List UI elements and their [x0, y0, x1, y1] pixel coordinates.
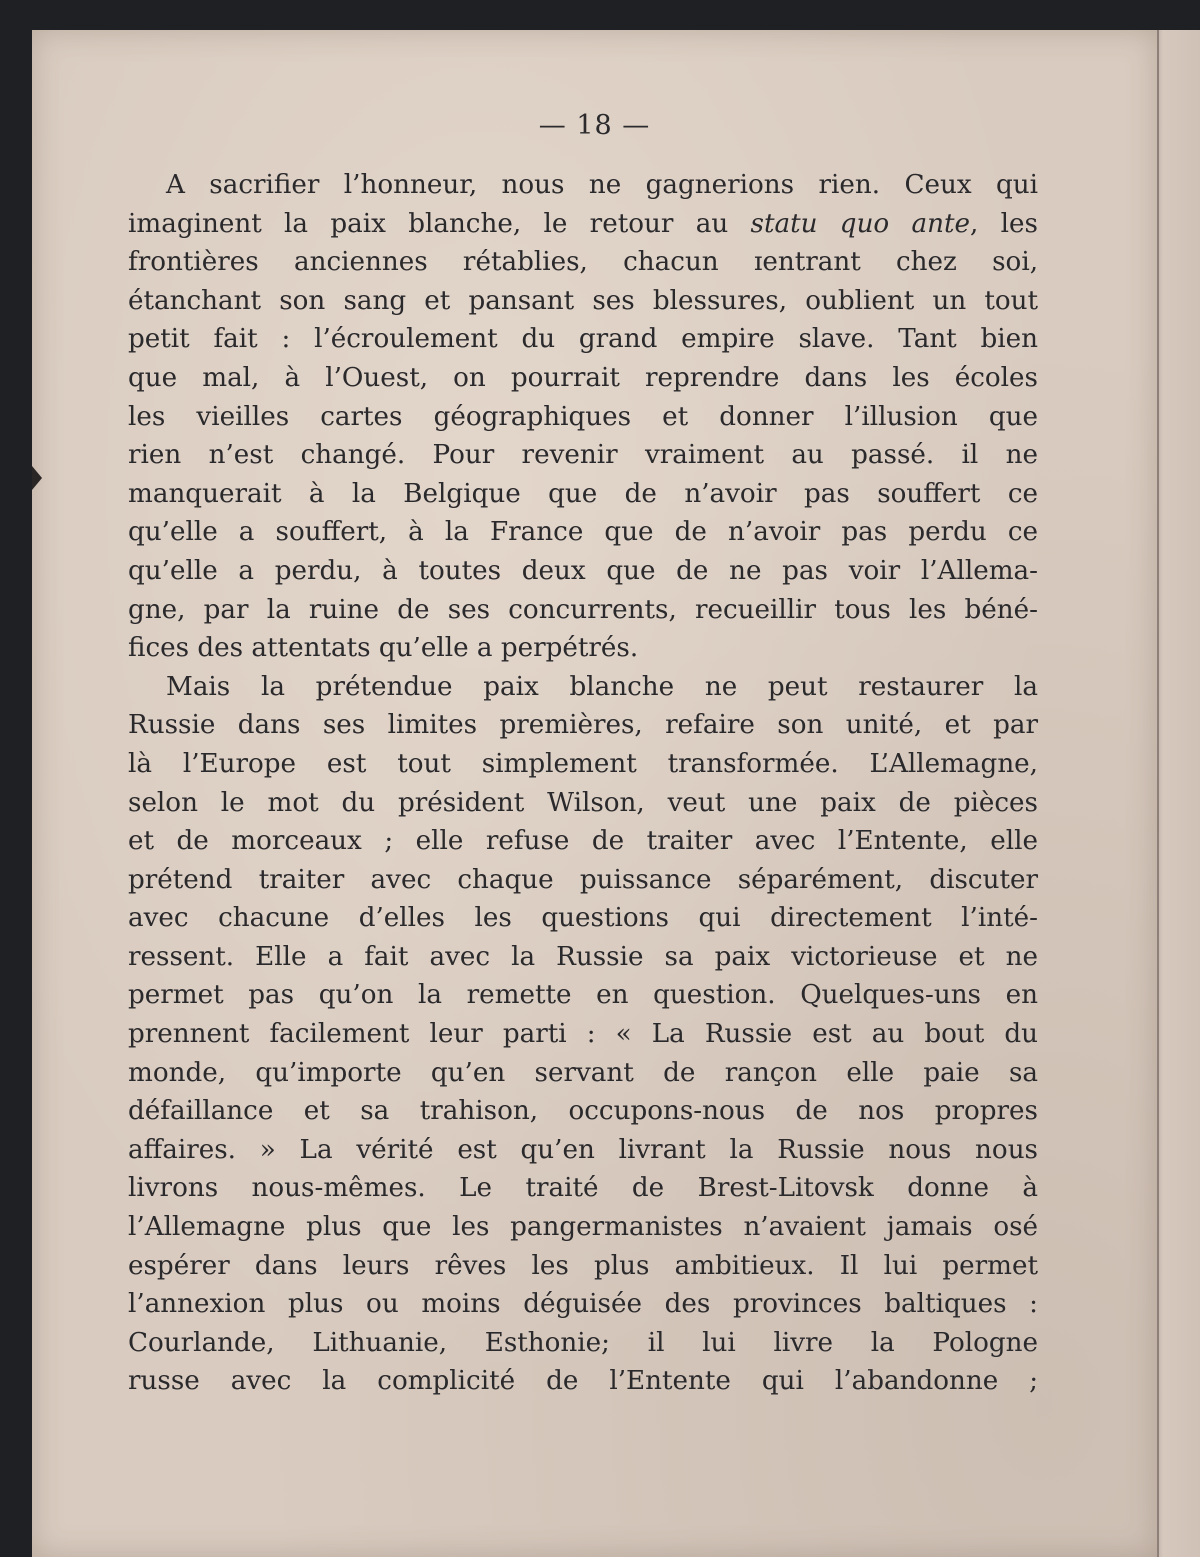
text-line: avec chacune d’elles les questions qui directement l’inté- [128, 903, 1038, 934]
text-line: l’annexion plus ou moins déguisée des provinces baltiques : [128, 1289, 1038, 1320]
body-text [128, 166, 1038, 1401]
text-line: manquerait à la Belgique que de n’avoir pas souffert ce [128, 478, 1039, 509]
text-line: rien n’est changé. Pour revenir vraiment au passé. il ne [128, 440, 1038, 471]
text-line: petit fait : l’écroulement du grand empire slave. Tant bien [128, 324, 1038, 355]
text-line: Russie dans ses limites premières, refaire son unité, et par [128, 710, 1038, 741]
text-line: permet pas qu’on la remette en question. Quelques-uns en [128, 980, 1039, 1011]
binding-line [1157, 30, 1159, 1557]
text-line: livrons nous-mêmes. Le traité de Brest-Litovsk donne à [128, 1173, 1038, 1204]
page-number: — 18 — [538, 110, 651, 141]
book-page [32, 30, 1157, 1557]
text-line: gne, par la ruine de ses concurrents, recueillir tous les béné- [128, 594, 1039, 625]
text-line: russe avec la complicité de l’Entente qui l’abandonne ; [128, 1366, 1039, 1397]
text-line: monde, qu’importe qu’en servant de rançon elle paie sa [128, 1057, 1038, 1088]
text-line: qu’elle a perdu, à toutes deux que de ne pas voir l’Allema- [128, 555, 1038, 586]
text-line: les vieilles cartes géographiques et donner l’illusion que [128, 401, 1039, 432]
text-line: ressent. Elle a fait avec la Russie sa paix victorieuse et ne [128, 941, 1038, 972]
text-line [128, 205, 1038, 244]
text-line: que mal, à l’Ouest, on pourrait reprendre dans les écoles [128, 362, 1038, 393]
text-line: qu’elle a souffert, à la France que de n’avoir pas perdu ce [128, 517, 1038, 548]
text-line: étanchant son sang et pansant ses blessures, oublient un tout [128, 285, 1039, 316]
italic-phrase: statu quo ante [750, 208, 971, 239]
text-line: défaillance et sa trahison, occupons-nous de nos propres [128, 1096, 1038, 1127]
text-line: prennent facilement leur parti : « La Russie est au bout du [128, 1019, 1038, 1050]
text-line: A sacrifier l’honneur, nous ne gagnerions rien. Ceux qui [166, 170, 1038, 200]
text-line: espérer dans leurs rêves les plus ambitieux. Il lui permet [128, 1250, 1039, 1281]
text-line: fices des attentats qu’elle a perpétrés. [128, 633, 639, 664]
text-line: et de morceaux ; elle refuse de traiter avec l’Entente, elle [128, 826, 1038, 857]
text-line: là l’Europe est tout simplement transformée. L’Allemagne, [128, 748, 1039, 779]
text-segment: , les [970, 208, 1038, 239]
text-line: selon le mot du président Wilson, veut une paix de pièces [128, 787, 1038, 818]
text-line: l’Allemagne plus que les pangermanistes n’avaient jamais osé [128, 1212, 1039, 1243]
text-line: Courlande, Lithuanie, Esthonie; il lui livre la Pologne [128, 1327, 1038, 1358]
text-line: Mais la prétendue paix blanche ne peut restaurer la [166, 671, 1038, 702]
next-page-edge [1157, 30, 1200, 1557]
margin-mark [32, 466, 42, 490]
text-line: prétend traiter avec chaque puissance séparément, discuter [128, 864, 1038, 895]
text-segment: imaginent la paix blanche, le retour au [128, 208, 751, 239]
text-line: affaires. » La vérité est qu’en livrant la Russie nous nous [128, 1134, 1038, 1165]
text-line: frontières anciennes rétablies, chacun ɪentrant chez soi, [128, 247, 1039, 278]
